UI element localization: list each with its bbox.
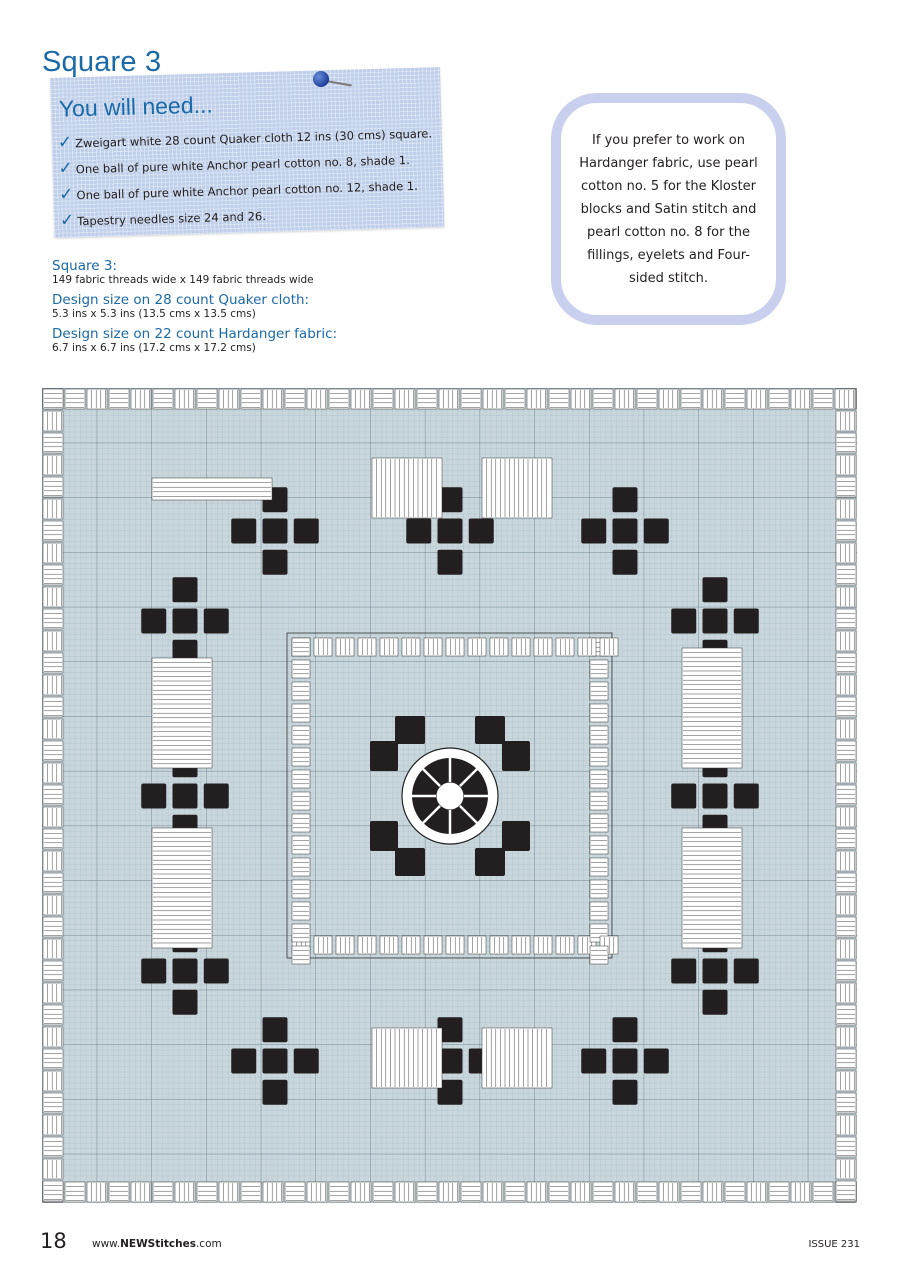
border-satin [65,389,85,409]
border-satin [219,389,239,409]
border-satin [835,389,855,409]
border-satin [813,1182,833,1202]
cut-block [204,959,229,984]
border-satin [836,873,856,893]
website-url: www.NEWStitches.com [92,1238,222,1250]
border-satin [43,565,63,585]
border-satin [527,389,547,409]
cut-block [395,716,425,744]
border-satin [131,389,151,409]
border-satin [175,389,195,409]
border-satin [153,389,173,409]
cut-block [406,519,431,544]
spec-heading: Design size on 28 count Quaker cloth: [52,292,310,308]
border-satin [43,521,63,541]
cut-block [671,784,696,809]
border-satin [263,1182,283,1202]
border-satin [836,609,856,629]
border-satin [43,1137,63,1157]
border-satin [461,1182,481,1202]
cut-block [263,519,288,544]
materials-list [57,120,434,234]
border-satin [836,983,856,1003]
border-satin [836,675,856,695]
border-satin [593,1182,613,1202]
cut-block [502,821,530,851]
border-satin [615,389,635,409]
border-satin [87,389,107,409]
cut-block [294,519,319,544]
cut-block [703,990,728,1015]
border-satin [615,1182,635,1202]
cut-block [613,519,638,544]
border-satin [43,719,63,739]
border-satin [571,389,591,409]
border-satin [43,433,63,453]
border-satin [439,389,459,409]
border-satin [175,1182,195,1202]
spec-value: 5.3 ins x 5.3 ins (13.5 cms x 13.5 cms) [52,308,256,320]
border-satin [836,543,856,563]
cut-block [263,1017,288,1042]
border-satin [285,1182,305,1202]
border-satin [659,1182,679,1202]
border-satin [263,389,283,409]
border-satin [43,653,63,673]
border-satin [681,389,701,409]
border-satin [836,411,856,431]
border-satin [43,961,63,981]
border-satin [836,631,856,651]
border-satin [329,389,349,409]
center-eyelet [436,782,464,810]
border-satin [836,829,856,849]
hardanger-tip-box [551,93,786,325]
border-satin [417,389,437,409]
satin-block [482,1028,552,1088]
issue-number: ISSUE 231 [808,1239,860,1250]
border-satin [65,1182,85,1202]
border-satin [593,389,613,409]
border-satin [43,455,63,475]
border-satin [43,763,63,783]
materials-item: ✓ Tapestry needles size 24 and 26. [59,209,267,231]
check-icon: ✓ [57,132,73,153]
border-satin [483,1182,503,1202]
cut-block [173,577,198,602]
cut-block [703,609,728,634]
cut-block [644,1049,669,1074]
cut-block [263,550,288,575]
check-icon: ✓ [59,210,75,231]
border-satin [351,1182,371,1202]
cut-block [370,741,398,771]
cut-block [703,577,728,602]
cut-block [671,959,696,984]
border-satin [549,1182,569,1202]
border-satin [43,785,63,805]
border-satin [681,1182,701,1202]
border-satin [439,1182,459,1202]
materials-item: ✓ One ball of pure white Anchor pearl cotton no. 8, shade 1. [58,152,410,179]
cut-block [613,1017,638,1042]
border-satin [219,1182,239,1202]
border-satin [836,1159,856,1179]
border-satin [836,741,856,761]
border-satin [836,1181,856,1201]
border-satin [131,1182,151,1202]
materials-item: ✓ Zweigart white 28 count Quaker cloth 12 ins (30 cms) square. [57,126,433,153]
border-satin [836,1137,856,1157]
cut-block [173,990,198,1015]
border-satin [505,1182,525,1202]
cut-block [438,519,463,544]
border-satin [109,389,129,409]
border-satin [836,521,856,541]
cut-block [644,519,669,544]
border-satin [836,697,856,717]
border-satin [43,1115,63,1135]
border-satin [329,1182,349,1202]
border-satin [483,389,503,409]
border-satin [747,389,767,409]
border-satin [813,389,833,409]
border-satin [87,1182,107,1202]
cut-block [173,784,198,809]
border-satin [725,389,745,409]
cut-block [671,609,696,634]
spec-heading: Square 3: [52,258,117,274]
border-satin [43,1005,63,1025]
cut-block [703,784,728,809]
border-satin [153,1182,173,1202]
border-satin [836,961,856,981]
border-satin [43,1071,63,1091]
cut-block [469,519,494,544]
border-satin [43,939,63,959]
border-satin [43,609,63,629]
border-satin [307,1182,327,1202]
border-satin [836,653,856,673]
border-satin [769,389,789,409]
border-satin [836,763,856,783]
border-satin [43,895,63,915]
border-satin [836,1049,856,1069]
cut-block [141,959,166,984]
border-satin [836,719,856,739]
border-satin [241,1182,261,1202]
cut-block [173,959,198,984]
border-satin [43,697,63,717]
page-title: Square 3 [42,46,162,78]
satin-block [372,458,442,518]
border-satin [373,389,393,409]
border-satin [836,807,856,827]
border-satin [836,939,856,959]
cut-block [141,784,166,809]
border-satin [43,1049,63,1069]
page-number: 18 [40,1229,67,1253]
border-satin [836,499,856,519]
border-satin [703,1182,723,1202]
cut-block [613,487,638,512]
border-satin [836,785,856,805]
border-satin [769,1182,789,1202]
satin-block [372,1028,442,1088]
border-satin [747,1182,767,1202]
border-satin [197,389,217,409]
you-will-need-heading: You will need... [58,91,214,122]
border-satin [43,1093,63,1113]
border-satin [836,587,856,607]
cut-block [734,609,759,634]
border-satin [836,565,856,585]
stitch-chart [42,388,857,1203]
border-satin [836,455,856,475]
border-satin [43,543,63,563]
border-satin [197,1182,217,1202]
border-satin [461,389,481,409]
border-satin [43,917,63,937]
cut-block [475,716,505,744]
cut-block [173,609,198,634]
cut-block [263,1049,288,1074]
border-satin [373,1182,393,1202]
border-satin [659,389,679,409]
hardanger-tip-text: If you prefer to work on Hardanger fabric, use pearl cotton no. 5 for the Kloster blocks and Satin stitch and pearl cotton no. 8 for the fillings, eyelets and Four-sided stitch. [579,132,758,286]
cut-block [581,519,606,544]
border-satin [637,1182,657,1202]
cut-block [294,1049,319,1074]
cut-block [613,1049,638,1074]
border-satin [836,1071,856,1091]
materials-item: ✓ One ball of pure white Anchor pearl cotton no. 12, shade 1. [58,178,418,205]
border-satin [703,389,723,409]
spec-value: 6.7 ins x 6.7 ins (17.2 cms x 17.2 cms) [52,342,256,354]
border-satin [43,873,63,893]
check-icon: ✓ [58,184,74,205]
border-satin [836,851,856,871]
border-satin [637,389,657,409]
border-satin [836,1093,856,1113]
border-satin [43,499,63,519]
cut-block [395,848,425,876]
satin-block [152,478,272,500]
border-satin [43,807,63,827]
cut-block [204,609,229,634]
border-satin [505,389,525,409]
border-satin [791,1182,811,1202]
border-satin [43,587,63,607]
cut-block [370,821,398,851]
border-satin [43,631,63,651]
spec-heading: Design size on 22 count Hardanger fabric: [52,326,338,342]
border-satin [836,1005,856,1025]
border-satin [43,477,63,497]
cut-block [734,784,759,809]
check-icon: ✓ [58,158,74,179]
border-satin [43,1159,63,1179]
border-satin [307,389,327,409]
cut-block [231,519,256,544]
border-satin [836,433,856,453]
cut-block [613,1080,638,1105]
border-satin [395,389,415,409]
cut-block [502,741,530,771]
cut-block [613,550,638,575]
border-satin [836,1115,856,1135]
border-satin [43,675,63,695]
border-satin [571,1182,591,1202]
border-satin [43,851,63,871]
cut-block [475,848,505,876]
border-satin [836,895,856,915]
spec-value: 149 fabric threads wide x 149 fabric threads wide [52,274,314,286]
cut-block [581,1049,606,1074]
border-satin [43,1181,63,1201]
border-satin [285,389,305,409]
border-satin [836,477,856,497]
border-satin [241,389,261,409]
border-satin [417,1182,437,1202]
design-specs [52,258,472,360]
border-satin [395,1182,415,1202]
border-satin [527,1182,547,1202]
border-satin [43,389,63,409]
border-satin [43,411,63,431]
border-satin [725,1182,745,1202]
cut-block [438,550,463,575]
cut-block [263,1080,288,1105]
satin-block [482,458,552,518]
cut-block [703,959,728,984]
border-satin [43,1027,63,1047]
border-satin [351,389,371,409]
border-satin [791,389,811,409]
border-satin [836,917,856,937]
pushpin-icon [313,71,329,87]
border-satin [109,1182,129,1202]
border-satin [43,741,63,761]
you-will-need-card [50,67,444,238]
border-satin [836,1027,856,1047]
cut-block [141,609,166,634]
cut-block [204,784,229,809]
border-satin [43,829,63,849]
border-satin [549,389,569,409]
cut-block [734,959,759,984]
cut-block [231,1049,256,1074]
border-satin [43,983,63,1003]
